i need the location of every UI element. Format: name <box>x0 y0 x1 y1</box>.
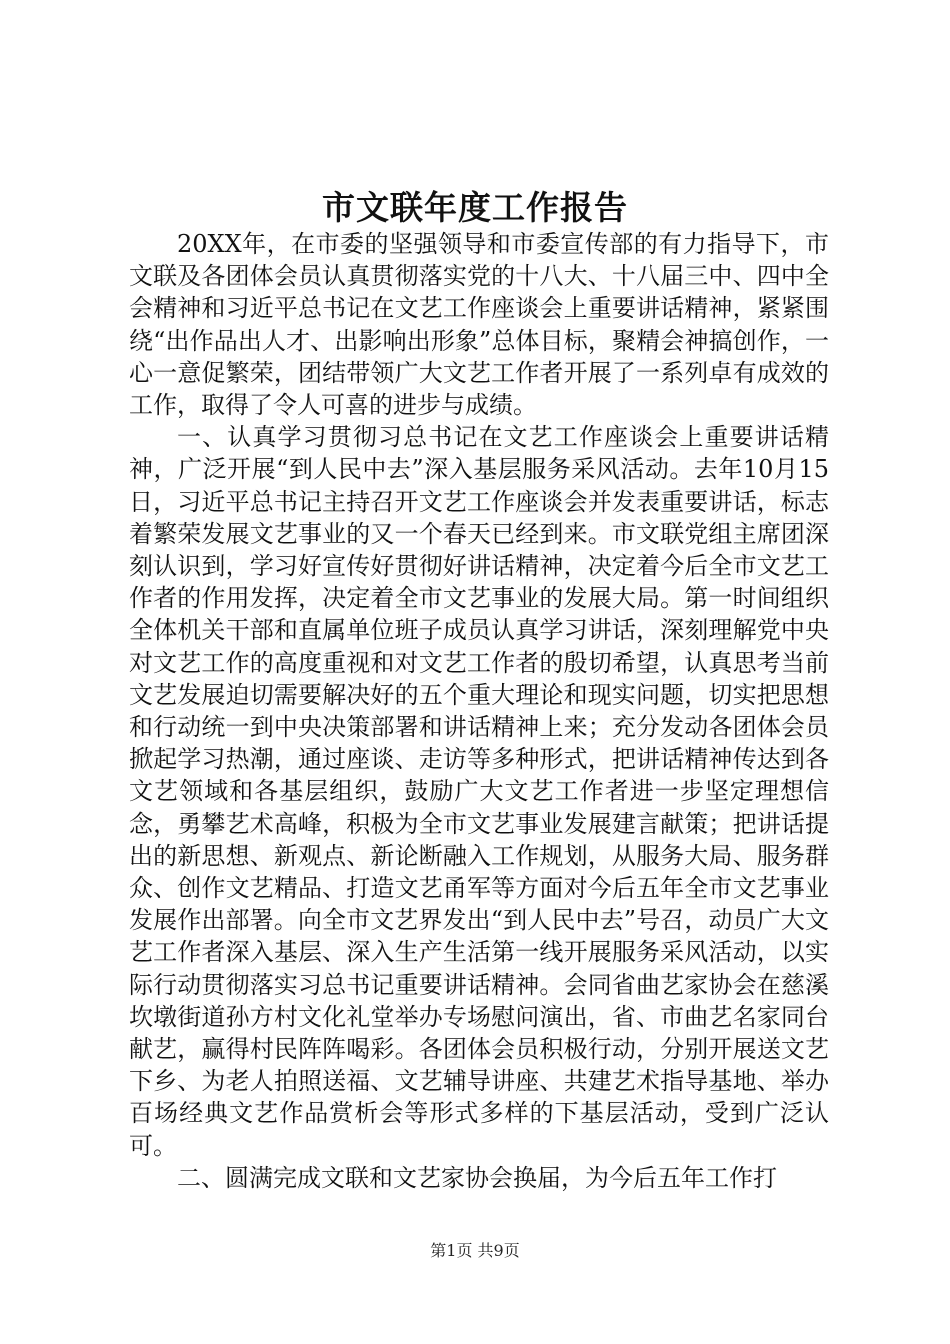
paragraph-section-one: 一、认真学习贯彻习总书记在文艺工作座谈会上重要讲话精神，广泛开展“到人民中去”深入基层服务采风活动。去年10月15日，习近平总书记主持召开文艺工作座谈会并发表重要讲话，标志着繁荣发展文艺事业的又一个春天已经到来。市文联党组主席团深刻认识到，学习好宣传好贯彻好讲话精神，决定着今后全市文艺工作者的作用发挥，决定着全市文艺事业的发展大局。第一时间组织全体机关干部和直属单位班子成员认真学习讲话，深刻理解党中央对文艺工作的高度重视和对文艺工作者的殷切希望，认真思考当前文艺发展迫切需要解决好的五个重大理论和现实问题，切实把思想和行动统一到中央决策部署和讲话精神上来；充分发动各团体会员掀起学习热潮，通过座谈、走访等多种形式，把讲话精神传达到各文艺领域和各基层组织，鼓励广大文艺工作者进一步坚定理想信念，勇攀艺术高峰，积极为全市文艺事业发展建言献策；把讲话提出的新思想、新观点、新论断融入工作规划，从服务大局、服务群众、创作文艺精品、打造文艺甬军等方面对今后五年全市文艺事业发展作出部署。向全市文艺界发出“到人民中去”号召，动员广大文艺工作者深入基层、深入生产生活第一线开展服务采风活动，以实际行动贯彻落实习总书记重要讲话精神。会同省曲艺家协会在慈溪坎墩街道孙方村文化礼堂举办专场慰问演出，省、市曲艺名家同台献艺，赢得村民阵阵喝彩。各团体会员积极行动，分别开展送文艺下乡、为老人拍照送福、文艺辅导讲座、共建艺术指导基地、举办百场经典文艺作品赏析会等形式多样的下基层活动，受到广泛认可。 <box>129 423 829 1160</box>
paragraph-intro: 20XX年，在市委的坚强领导和市委宣传部的有力指导下，市文联及各团体会员认真贯彻落实党的十八大、十八届三中、四中全会精神和习近平总书记在文艺工作座谈会上重要讲话精神，紧紧围绕“出作品出人才、出影响出形象”总体目标，聚精会神搞创作，一心一意促繁荣，团结带领广大文艺工作者开展了一系列卓有成效的工作，取得了令人可喜的进步与成绩。 <box>129 230 829 420</box>
page-indicator: 第1页 共9页 <box>430 1241 520 1260</box>
paragraph-section-two: 二、圆满完成文联和文艺家协会换届，为今后五年工作打 <box>177 1163 777 1192</box>
document-title: 市文联年度工作报告 <box>322 188 628 227</box>
document-body <box>129 228 829 1194</box>
